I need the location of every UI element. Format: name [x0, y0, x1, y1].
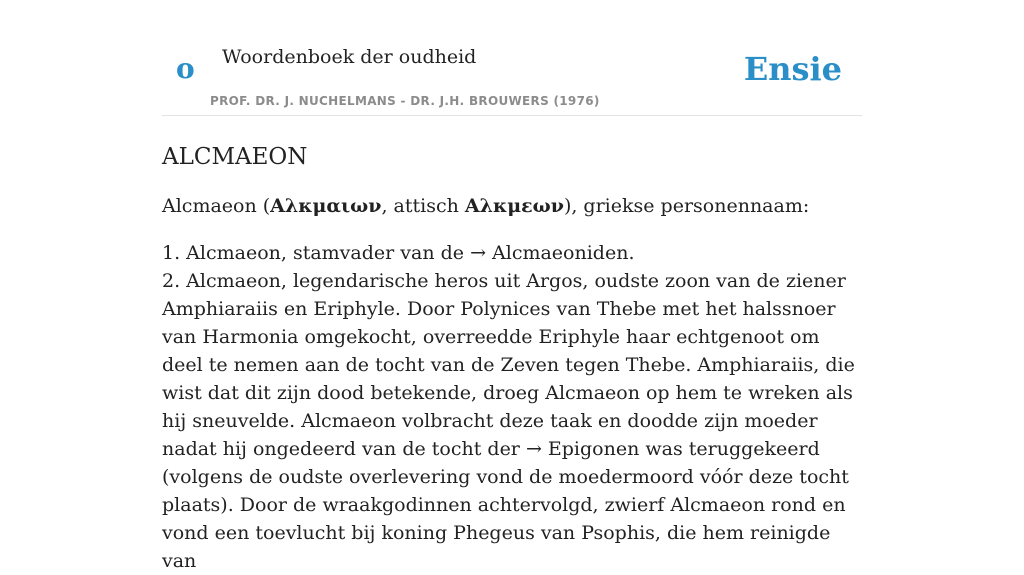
item1-text: 1. Alcmaeon, stamvader van de: [162, 242, 471, 264]
epigonen-link[interactable]: → Epigonen: [525, 438, 640, 460]
greek-name-primary: Αλκμαιων: [270, 195, 382, 217]
book-title-link[interactable]: Woordenboek der oudheid: [222, 46, 477, 68]
article-body: [162, 239, 862, 575]
intro-middle: , attisch: [381, 195, 465, 217]
letter-index-link[interactable]: o: [176, 52, 195, 85]
intro-prefix: Alcmaeon (: [162, 195, 271, 217]
intro-suffix: ), griekse personennaam:: [563, 195, 810, 217]
greek-name-attic: Αλκμεων: [464, 195, 564, 217]
authors: PROF. DR. J. NUCHELMANS - DR. J.H. BROUWERS (1976): [210, 94, 600, 108]
ensie-logo-link[interactable]: Ensie: [743, 50, 842, 88]
item2-text: 2. Alcmaeon, legendarische heros uit Argos, oudste zoon van de ziener Amphiaraiis en Eriphyle. Door Polynices van Thebe met het halssnoer van Harmonia omgekocht, overreedde Eriphyle haar echtgenoot om deel te nemen aan de tocht van de Zeven tegen Thebe. Amphiaraiis, die wist dat dit zijn dood betekende, droeg Alcmaeon op hem te wreken als hij sneuvelde. Alcmaeon volbracht deze taak en doodde zijn moeder nadat hij ongedeerd van de tocht der: [162, 270, 855, 460]
header: [162, 0, 862, 116]
item1-end: .: [628, 242, 635, 264]
alcmaeoniden-link[interactable]: → Alcmaeoniden: [470, 242, 629, 264]
item2-text-cont: was teruggekeerd (volgens de oudste overlevering vond de moedermoord vóór deze tocht plaats). Door de wraakgodinnen achtervolgd, zwierf Alcmaeon rond en vond een toevlucht bij koning Phegeus van Psophis, die hem reinigde van: [162, 438, 849, 572]
article-intro: [162, 192, 862, 220]
page: [162, 0, 862, 575]
article-title: ALCMAEON: [162, 144, 308, 170]
